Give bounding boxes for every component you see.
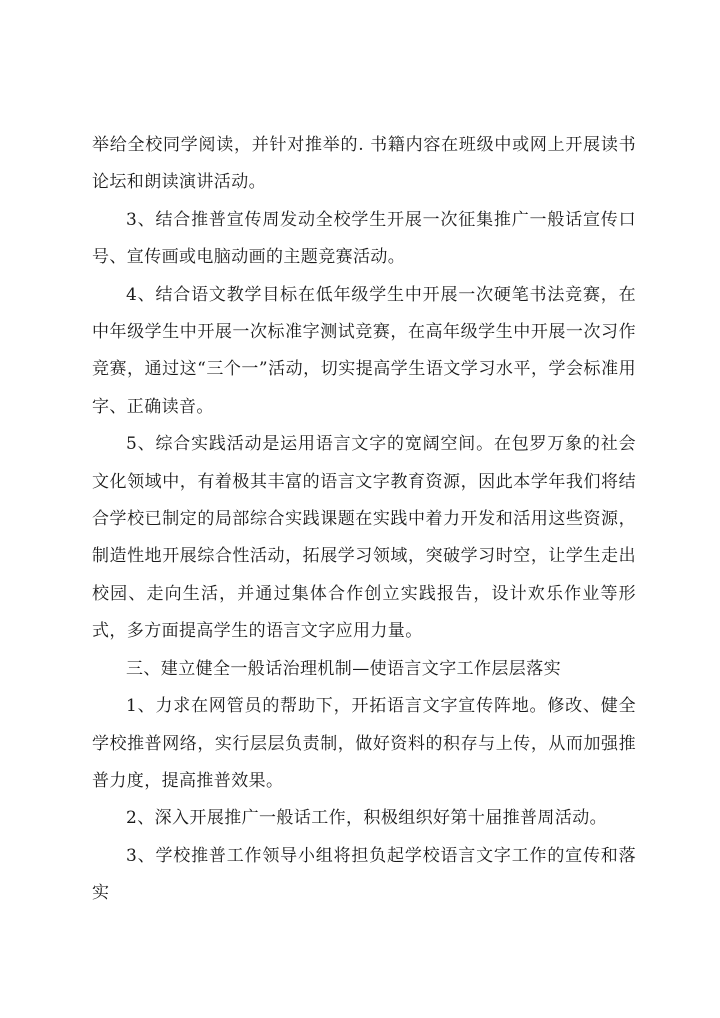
document-body [92,127,636,913]
paragraph-item-4: 4、结合语文教学目标在低年级学生中开展一次硬笔书法竞赛，在中年级学生中开展一次标准字测试竞赛，在高年级学生中开展一次习作竞赛，通过这“三个一”活动，切实提高学生语文学习水平，学会标准用字、正确读音。 [92,284,636,417]
paragraph-item-3-cont: 3、学校推普工作领导小组将担负起学校语言文字工作的宣传和落实 [92,845,636,904]
paragraph-continuation: 举给全校同学阅读，并针对推举的. 书籍内容在班级中或网上开展读书论坛和朗读演讲活动。 [92,135,636,193]
section-heading: 三、建立健全一般话治理机制—使语言文字工作层层落实 [126,658,561,679]
paragraph-item-1: 1、力求在网管员的帮助下，开拓语言文字宣传阵地。修改、健全学校推普网络，实行层层负责制，做好资料的积存与上传，从而加强推普力度，提高推普效果。 [92,696,636,791]
paragraph-item-2: 2、深入开展推广一般话工作，积极组织好第十届推普周活动。 [126,808,608,829]
paragraph-item-3: 3、结合推普宣传周发动全校学生开展一次征集推广一般话宣传口号、宣传画或电脑动画的主题竞赛活动。 [92,209,636,268]
paragraph-item-5: 5、综合实践活动是运用语言文字的宽阔空间。在包罗万象的社会文化领域中，有着极其丰富的语言文字教育资源，因此本学年我们将结合学校已制定的局部综合实践课题在实践中着力开发和活用这些资源，制造性地开展综合性活动，拓展学习领域，突破学习时空，让学生走出校园、走向生活，并通过集体合作创立实践报告，设计欢乐作业等形式，多方面提高学生的语言文字应用力量。 [92,434,636,642]
